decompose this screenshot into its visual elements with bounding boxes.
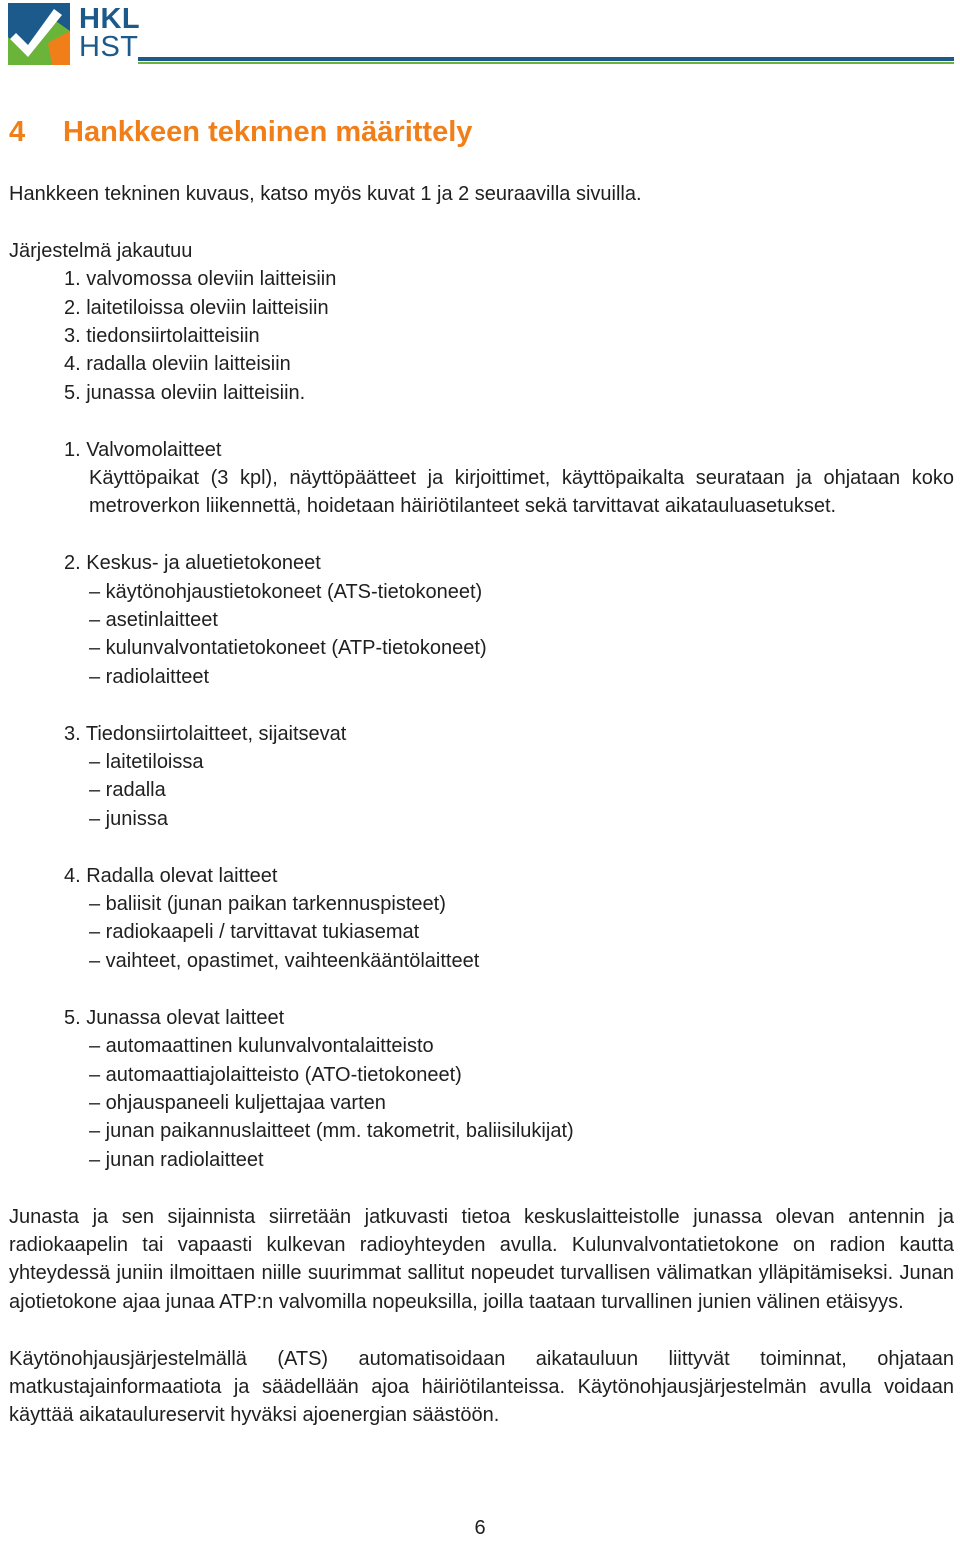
list-item: – junan paikannuslaitteet (mm. takometrit, baliisilukijat) bbox=[89, 1120, 574, 1143]
dash-list bbox=[64, 578, 954, 692]
section-radalla bbox=[9, 862, 954, 976]
intro-text: Hankkeen tekninen kuvaus, katso myös kuvat 1 ja 2 seuraavilla sivuilla. bbox=[9, 183, 642, 205]
list-item: – käytönohjaustietokoneet (ATS-tietokoneet) bbox=[89, 580, 483, 603]
list-item: 5. junassa oleviin laitteisiin. bbox=[64, 381, 306, 404]
subsection-title: 5. Junassa olevat laitteet bbox=[64, 1006, 285, 1029]
list-item: 3. tiedonsiirtolaitteisiin bbox=[64, 325, 260, 348]
list-item: – automaattiajolaitteisto (ATO-tietokoneet) bbox=[89, 1063, 462, 1086]
subsection-title: 4. Radalla olevat laitteet bbox=[64, 864, 278, 887]
list-item: – vaihteet, opastimet, vaihteenkääntölaitteet bbox=[89, 949, 480, 972]
list-item: – kulunvalvontatietokoneet (ATP-tietokoneet) bbox=[89, 637, 487, 660]
brand-line-1: HKL bbox=[79, 3, 141, 35]
list-item: 2. laitetiloissa oleviin laitteisiin bbox=[64, 296, 329, 319]
page-content bbox=[9, 112, 954, 1430]
list-item: – junissa bbox=[89, 807, 168, 830]
list-item: – laitetiloissa bbox=[89, 751, 204, 774]
list-item: – automaattinen kulunvalvontalaitteisto bbox=[89, 1035, 434, 1058]
subsection-text: Käyttöpaikat (3 kpl), näyttöpäätteet ja kirjoittimet, käyttöpaikalta seurataan ja ohjataan koko metroverkon liikennettä, hoidetaan häiriötilanteet sekä tarvittavat aikatauluasetukset. bbox=[89, 467, 954, 518]
dash-list bbox=[64, 1032, 954, 1174]
body-paragraph: Käytönohjausjärjestelmällä (ATS) automatisoidaan aikatauluun liittyvät toiminnat, ohjataan matkustajainformaatiota ja säädellään ajoa häiriötilanteissa. Käytönohjausjärjestelmän avulla voidaan käyttää aikataulureservit hyväksi ajoenergian säästöön. bbox=[9, 1347, 954, 1427]
brand-line-2: HST bbox=[79, 31, 139, 63]
list-item: – radiolaitteet bbox=[89, 665, 210, 688]
division-heading: Järjestelmä jakautuu bbox=[9, 239, 193, 262]
list-item: – junan radiolaitteet bbox=[89, 1148, 264, 1171]
section-valvomolaitteet bbox=[9, 436, 954, 521]
list-item: 1. valvomossa oleviin laitteisiin bbox=[64, 268, 337, 291]
list-item: – baliisit (junan paikan tarkennuspisteet) bbox=[89, 893, 446, 916]
list-item: – radalla bbox=[89, 779, 166, 802]
section-title: Hankkeen tekninen määrittely bbox=[63, 116, 473, 148]
list-item: – radiokaapeli / tarvittavat tukiasemat bbox=[89, 921, 420, 944]
header-rule-blue bbox=[138, 57, 954, 61]
subsection-title: 3. Tiedonsiirtolaitteet, sijaitsevat bbox=[64, 722, 347, 745]
list-item: 4. radalla oleviin laitteisiin bbox=[64, 353, 291, 376]
dash-list bbox=[64, 890, 954, 975]
section-keskus bbox=[9, 549, 954, 691]
page-number: 6 bbox=[474, 1517, 486, 1539]
list-item: – ohjauspaneeli kuljettajaa varten bbox=[89, 1091, 386, 1114]
brand-name bbox=[79, 5, 140, 61]
page-header bbox=[0, 0, 960, 70]
section-tiedonsiirto bbox=[9, 720, 954, 834]
subsection-title: 1. Valvomolaitteet bbox=[64, 438, 222, 461]
division-list bbox=[9, 265, 954, 407]
dash-list bbox=[64, 748, 954, 833]
section-heading bbox=[9, 112, 954, 152]
header-rule-green bbox=[138, 62, 954, 64]
section-number: 4 bbox=[9, 116, 26, 148]
body-paragraph: Junasta ja sen sijainnista siirretään jatkuvasti tietoa keskuslaitteistolle junassa olevan antennin ja radiokaapelin tai vapaasti kulkevan radioyhteyden avulla. Kulunvalvontatietokone on radion kautta yhteydessä juniin ilmoittaen niille suurimmat sallitut nopeudet turvallisen välimatkan ylläpitämiseksi. Junan ajotietokone ajaa junaa ATP:n valvomilla nopeuksilla, joilla taataan turvallinen junien välinen etäisyys. bbox=[9, 1205, 954, 1313]
section-junassa bbox=[9, 1004, 954, 1174]
subsection-title: 2. Keskus- ja aluetietokoneet bbox=[64, 552, 321, 575]
hkl-logo-icon bbox=[8, 3, 70, 65]
list-item: – asetinlaitteet bbox=[89, 609, 218, 632]
